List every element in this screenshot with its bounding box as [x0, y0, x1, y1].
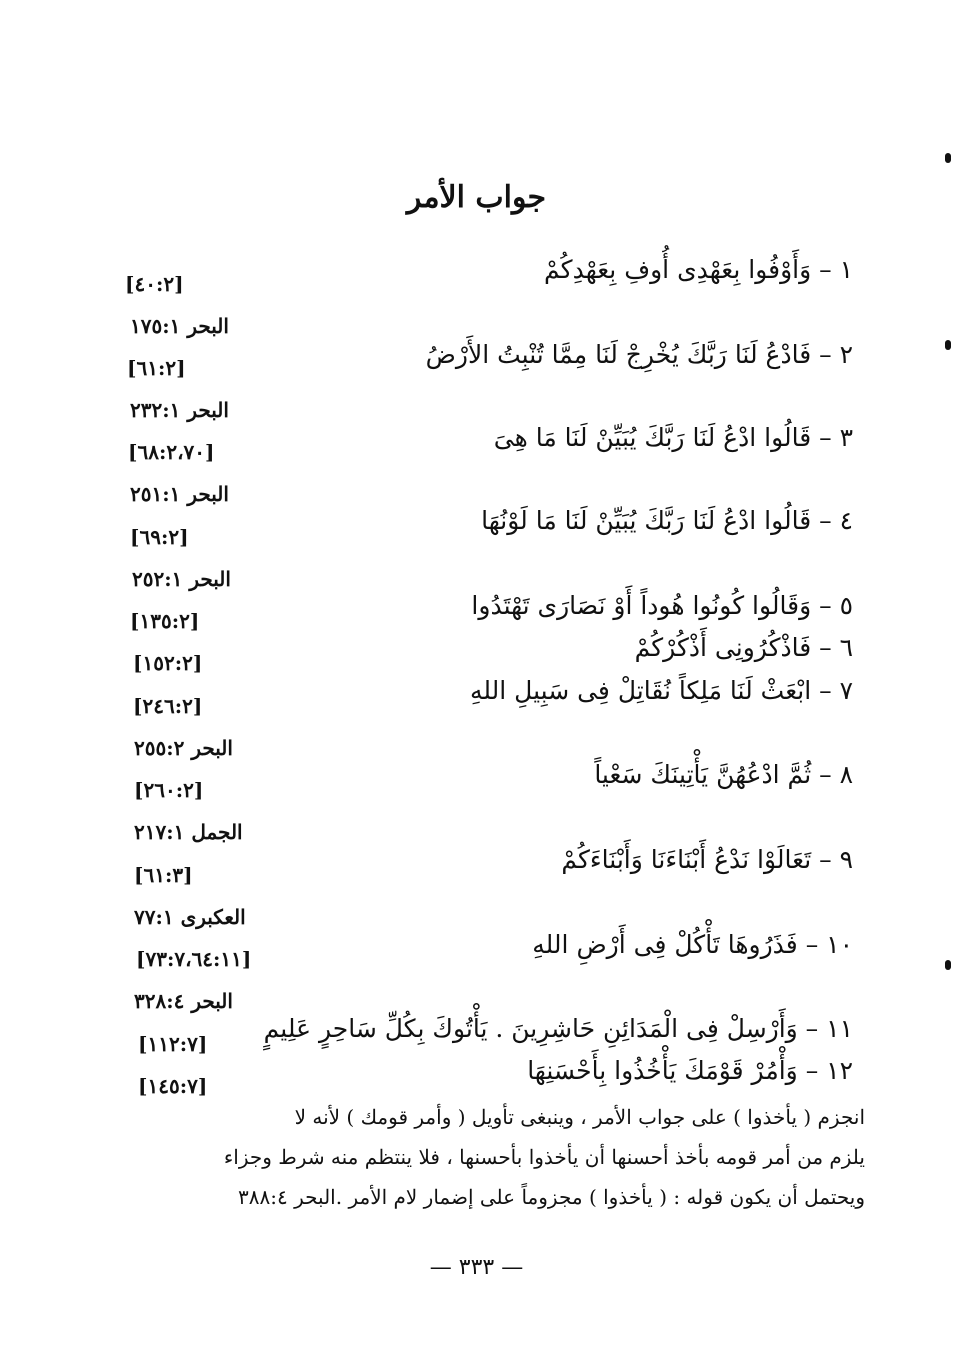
ref-2: البحر ١٧٥:١: [130, 314, 229, 338]
punch-mark: [945, 153, 951, 163]
verse-11: ١١ – وَأَرْسِلْ فِى الْمَدَائِنِ حَاشِرِينَ . يَأْتُوكَ بِكُلِّ سَاحِرٍ عَلِيمٍ: [263, 1014, 853, 1043]
punch-mark: [945, 960, 951, 970]
punch-mark: [945, 340, 951, 350]
page-title: جواب الأمر: [406, 180, 547, 215]
ref-9: [١٣٥:٢]: [130, 609, 200, 633]
ref-1: [٤٠:٢]: [125, 272, 184, 296]
verse-7: ٧ – ابْعَثْ لَنَا مَلِكاً نُقَاتِلْ فِى سَبِيلِ اللهِ: [469, 676, 853, 705]
verse-2: ٢ – فَادْعُ لَنَا رَبَّكَ يُخْرِجْ لَنَا مِمَّا تُنْبِتُ الأَرْضُ: [425, 340, 853, 369]
ref-7: [٦٩:٢]: [130, 525, 189, 549]
verse-8: ٨ – ثُمَّ ادْعُهُنَّ يَأْتِينَكَ سَعْياً: [594, 760, 853, 789]
ref-15: [٦١:٣]: [134, 863, 193, 887]
ref-17: [٧٣:٧،٦٤:١١]: [136, 947, 252, 971]
note-line-2: يلزم من أمر قومه بأخذ أحسنها أن يأخذوا بأحسنها ، فلا ينتظم منه شرط وجزاء: [223, 1145, 865, 1169]
ref-5: [٦٨:٢،٧٠]: [128, 440, 215, 464]
verse-5: ٥ – وَقَالُوا كُونُوا هُوداً أَوْ نَصَارَى تَهْتَدُوا: [471, 591, 853, 620]
verse-4: ٤ – قَالُوا ادْعُ لَنَا رَبَّكَ يُبَيِّنْ لَنَا مَا لَوْنُهَا: [481, 506, 853, 535]
verse-10: ١٠ – فَذَرُوهَا تَأْكُلْ فِى أَرْضِ اللهِ: [532, 930, 853, 959]
ref-18: البحر ٣٢٨:٤: [134, 989, 233, 1013]
page-number: — ٣٣٣ —: [429, 1255, 524, 1280]
ref-16: العكبرى ٧٧:١: [134, 905, 246, 929]
ref-4: البحر ٢٣٢:١: [130, 398, 229, 422]
ref-13: [٢٦٠:٢]: [134, 778, 204, 802]
ref-8: البحر ٢٥٢:١: [132, 567, 231, 591]
verse-3: ٣ – قَالُوا ادْعُ لَنَا رَبَّكَ يُبَيِّنْ لَنَا مَا هِىَ: [493, 423, 853, 452]
ref-14: الجمل ٢١٧:١: [134, 820, 243, 844]
verse-1: ١ – وَأَوْفُوا بِعَهْدِى أُوفِ بِعَهْدِكُمْ: [544, 255, 853, 284]
ref-20: [١٤٥:٧]: [138, 1074, 208, 1098]
ref-10: [١٥٢:٢]: [133, 651, 203, 675]
ref-11: [٢٤٦:٢]: [133, 694, 203, 718]
verse-12: ١٢ – وَأْمُرْ قَوْمَكَ يَأْخُذُوا بِأَحْسَنِهَا: [527, 1056, 853, 1085]
ref-19: [١١٢:٧]: [138, 1032, 208, 1056]
note-line-3: ويحتمل أن يكون قوله : ( يأخذوا ) مجزوماً على إضمار لام الأمر .البحر ٣٨٨:٤: [238, 1185, 865, 1209]
ref-6: البحر ٢٥١:١: [130, 482, 229, 506]
verse-6: ٦ – فَاذْكُرُونِى أَذْكُرْكُمْ: [634, 633, 853, 662]
ref-12: البحر ٢٥٥:٢: [134, 736, 233, 760]
note-line-1: انجزم ( يأخذوا ) على جواب الأمر ، وينبغى تأويل ( وأمر قومك ) لأنه لا: [294, 1105, 865, 1129]
verse-9: ٩ – تَعَالَوْا نَدْعُ أَبْنَاءَنَا وَأَبْنَاءَكُمْ: [561, 845, 853, 874]
ref-3: [٦١:٢]: [127, 356, 186, 380]
